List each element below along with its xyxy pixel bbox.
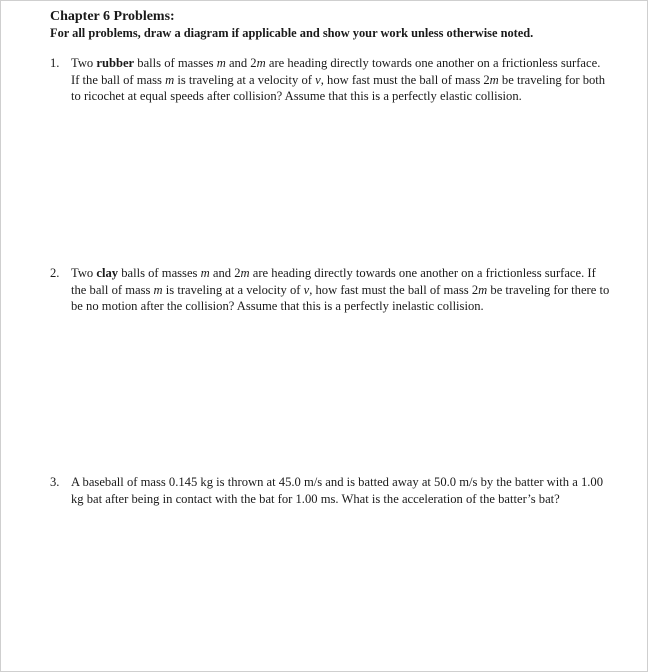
text-segment: Two (71, 56, 97, 70)
text-segment: balls of masses (134, 56, 217, 70)
text-segment: is traveling at a velocity of (174, 72, 316, 87)
text-segment: is traveling at a velocity of (162, 282, 304, 297)
math-variable: m (165, 72, 175, 87)
text-segment: be traveling for both to ricochet at equal speeds after collision? Assume that this is a perfectly elastic collision. (71, 72, 606, 103)
problem-text (71, 265, 610, 315)
instructions: For all problems, draw a diagram if applicable and show your work unless otherwise noted. (50, 26, 534, 40)
math-variable: v (315, 72, 321, 87)
text-segment: are heading directly towards one another on a frictionless surface. If the ball of mass (71, 56, 601, 87)
page-header (50, 8, 630, 41)
problem-number: 1. (50, 56, 60, 70)
problem-2 (50, 265, 610, 315)
problem-3 (50, 474, 610, 507)
text-segment: , how fast must the ball of mass 2 (320, 72, 490, 87)
text-segment: , how fast must the ball of mass 2 (309, 282, 479, 297)
keyword: clay (96, 266, 119, 280)
page-title: Chapter 6 Problems: (50, 9, 175, 24)
keyword: rubber (96, 56, 135, 70)
math-variable: m (489, 72, 499, 87)
math-variable: m (200, 266, 210, 280)
text-segment: Two (71, 266, 97, 280)
text-segment: are heading directly towards one another on a frictionless surface. If the ball of mass (71, 266, 596, 297)
math-variable: m (256, 56, 266, 70)
problem-text (71, 55, 610, 105)
math-variable: m (478, 282, 488, 297)
problem-number: 3. (50, 475, 60, 489)
math-variable: m (240, 266, 250, 280)
text-segment: and 2 (209, 266, 241, 280)
math-variable: v (303, 282, 310, 297)
problem-number: 2. (50, 266, 60, 280)
problem-1 (50, 55, 610, 105)
text-segment: and 2 (225, 56, 257, 70)
math-variable: m (153, 282, 163, 297)
math-variable: m (216, 56, 226, 70)
problem-text: A baseball of mass 0.145 kg is thrown at 45.0 m/s and is batted away at 50.0 m/s by the batter with a 1.00 kg bat after being in contact with the bat for 1.00 ms. What is the acceleration of the batter’s bat? (71, 475, 603, 506)
text-segment: be traveling for there to be no motion after the collision? Assume that this is a perfectly inelastic collision. (71, 282, 610, 313)
text-segment: balls of masses (118, 266, 201, 280)
